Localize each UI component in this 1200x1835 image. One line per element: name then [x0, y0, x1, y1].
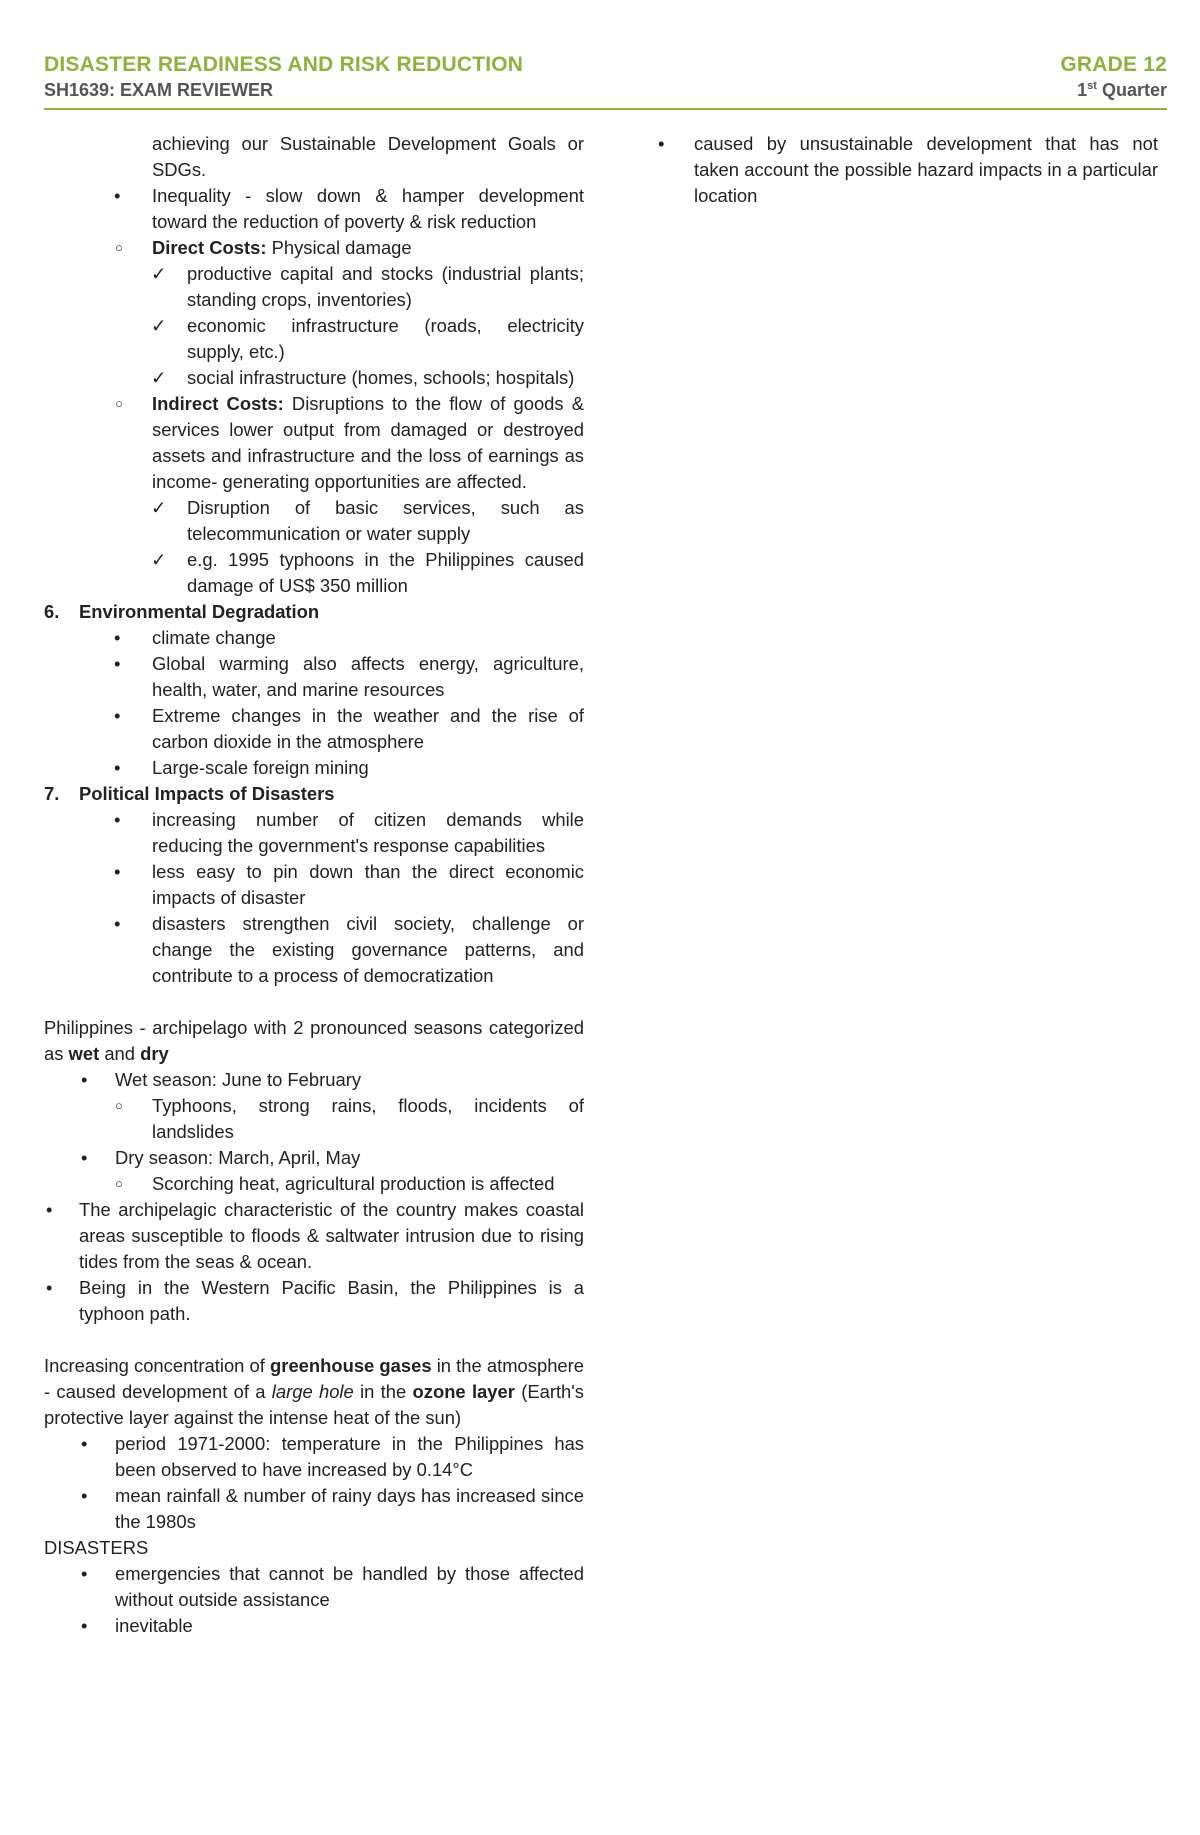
- circle-bullet-icon: ○: [115, 240, 123, 255]
- bullet-icon: •: [46, 1199, 53, 1220]
- bullet-icon: •: [81, 1147, 88, 1168]
- document-subtitle: SH1639: EXAM REVIEWER: [44, 80, 274, 100]
- list-item: • disasters strengthen civil society, challenge or change the existing governance patterns, and contribute to a process of democratization: [114, 913, 584, 986]
- circle-bullet-icon: ○: [115, 1098, 123, 1113]
- check-icon: ✓: [151, 497, 167, 518]
- bullet-icon: •: [114, 861, 121, 882]
- right-column: [658, 131, 1158, 209]
- check-icon: ✓: [151, 263, 167, 284]
- section-heading-6: 6. Environmental Degradation: [44, 601, 320, 622]
- header-divider: [44, 108, 1167, 110]
- disasters-heading: DISASTERS: [44, 1537, 149, 1558]
- list-item: • The archipelagic characteristic of the country makes coastal areas susceptible to floods & saltwater intrusion due to rising tides from the seas & ocean.: [46, 1199, 584, 1272]
- list-item: ✓ Disruption of basic services, such as telecommunication or water supply: [151, 497, 584, 544]
- page-header: [44, 53, 1167, 111]
- bullet-icon: •: [81, 1485, 88, 1506]
- list-item: • Dry season: March, April, May: [44, 1145, 584, 1171]
- continued-text: achieving our Sustainable Development Goals or SDGs.: [152, 133, 584, 180]
- list-item: • inevitable: [44, 1613, 584, 1639]
- bullet-icon: •: [114, 705, 121, 726]
- left-column: [44, 131, 584, 1639]
- list-item: ✓ e.g. 1995 typhoons in the Philippines caused damage of US$ 350 million: [151, 549, 584, 596]
- circle-bullet-icon: ○: [115, 1176, 123, 1191]
- list-item: • Being in the Western Pacific Basin, the Philippines is a typhoon path.: [46, 1277, 584, 1324]
- list-item: • Extreme changes in the weather and the rise of carbon dioxide in the atmosphere: [114, 705, 584, 752]
- list-item: ✓ economic infrastructure (roads, electricity supply, etc.): [151, 315, 584, 362]
- list-item: • emergencies that cannot be handled by those affected without outside assistance: [81, 1563, 584, 1610]
- check-icon: ✓: [151, 367, 167, 388]
- list-item: • increasing number of citizen demands while reducing the government's response capabilities: [114, 809, 584, 856]
- philippines-paragraph: Philippines - archipelago with 2 pronounced seasons categorized as wet and dry: [44, 1017, 584, 1064]
- direct-costs-item: ○ Direct Costs: Physical damage: [44, 235, 584, 261]
- check-icon: ✓: [151, 315, 167, 336]
- bullet-icon: •: [658, 133, 665, 154]
- bullet-icon: •: [81, 1615, 88, 1636]
- grade-label: GRADE 12: [1060, 53, 1167, 76]
- check-icon: ✓: [151, 549, 167, 570]
- bullet-icon: •: [114, 913, 121, 934]
- bullet-icon: •: [114, 653, 121, 674]
- list-item: ○ Scorching heat, agricultural production is affected: [44, 1171, 584, 1197]
- list-item: ✓ productive capital and stocks (industrial plants; standing crops, inventories): [151, 263, 584, 310]
- list-item: • Global warming also affects energy, agriculture, health, water, and marine resources: [114, 653, 584, 700]
- list-item: • Wet season: June to February: [44, 1067, 584, 1093]
- list-item: • mean rainfall & number of rainy days has increased since the 1980s: [81, 1485, 584, 1532]
- document-title: DISASTER READINESS AND RISK REDUCTION: [44, 53, 524, 76]
- bullet-icon: •: [114, 809, 121, 830]
- bullet-icon: •: [114, 757, 121, 778]
- list-item: ○ Typhoons, strong rains, floods, incidents of landslides: [115, 1095, 584, 1142]
- bullet-icon: •: [114, 185, 121, 206]
- bullet-icon: •: [81, 1433, 88, 1454]
- list-item: • less easy to pin down than the direct economic impacts of disaster: [114, 861, 584, 908]
- bullet-icon: •: [81, 1069, 88, 1090]
- section-heading-7: 7. Political Impacts of Disasters: [44, 783, 335, 804]
- list-item: • caused by unsustainable development that has not taken account the possible hazard impacts in a particular location: [658, 133, 1158, 206]
- list-item: ✓ social infrastructure (homes, schools; hospitals): [44, 365, 584, 391]
- greenhouse-paragraph: Increasing concentration of greenhouse gases in the atmosphere - caused development of a large hole in the ozone layer (Earth's protective layer against the intense heat of the sun): [44, 1355, 585, 1428]
- list-item: • Large-scale foreign mining: [44, 755, 584, 781]
- list-item: • climate change: [44, 625, 584, 651]
- circle-bullet-icon: ○: [115, 396, 123, 411]
- quarter-label: 1st Quarter: [1077, 80, 1167, 100]
- bullet-icon: •: [81, 1563, 88, 1584]
- bullet-icon: •: [46, 1277, 53, 1298]
- bullet-icon: •: [114, 627, 121, 648]
- list-item: • period 1971-2000: temperature in the Philippines has been observed to have increased by 0.14°C: [81, 1433, 584, 1480]
- indirect-costs-item: ○ Indirect Costs: Disruptions to the flow of goods & services lower output from damaged or destroyed assets and infrastructure and the loss of earnings as income- generating opportunities are affected.: [115, 393, 584, 492]
- list-item: • Inequality - slow down & hamper development toward the reduction of poverty & risk reduction: [114, 185, 584, 232]
